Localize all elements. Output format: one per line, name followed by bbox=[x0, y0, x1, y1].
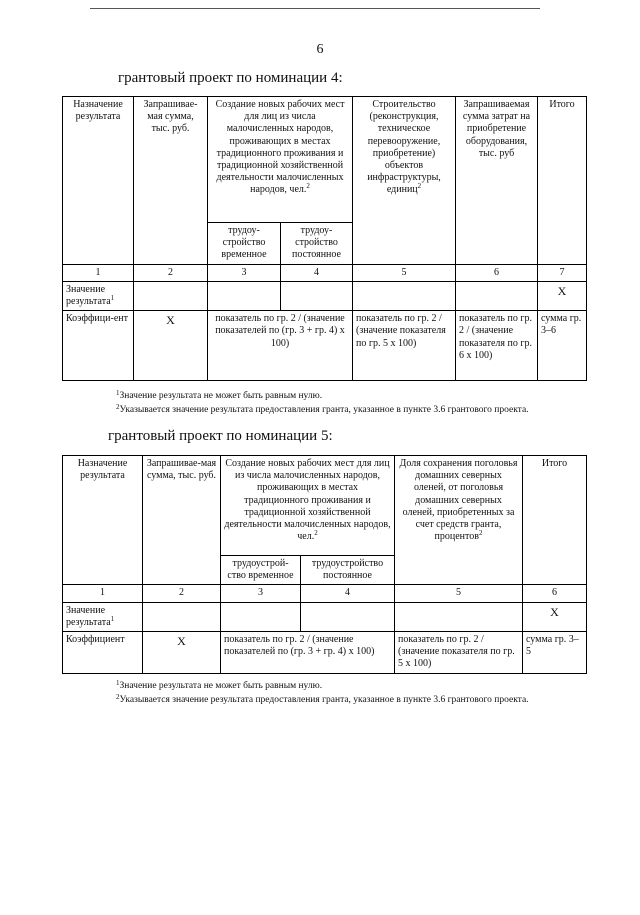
s4-colnum: 6 bbox=[456, 264, 538, 281]
s4-value-cell bbox=[353, 281, 456, 310]
section5-heading: грантовый проект по номинации 5: bbox=[108, 428, 333, 444]
s5-value-cell bbox=[221, 602, 301, 631]
s4-header-jobs-perm: трудоу-стройство постоянное bbox=[281, 223, 353, 265]
s4-value-cell bbox=[456, 281, 538, 310]
footnote: $^2$Указывается значение результата предоставления гранта, указанное в пункте 3.6 грантового проекта. bbox=[116, 692, 529, 705]
footnote: $^1$Значение результата не может быть равным нулю. bbox=[116, 389, 323, 401]
s4-coef-amount: X bbox=[134, 311, 208, 381]
s5-coef-total: сумма гр. 3–5 bbox=[523, 631, 587, 673]
s5-colnum: 4 bbox=[301, 585, 395, 602]
s5-value-label: Значение результата$^1$ bbox=[63, 602, 143, 631]
s4-coef-label: Коэффици-ент bbox=[63, 311, 134, 381]
s5-header-jobs-perm: трудоустройство постоянное bbox=[301, 556, 395, 585]
s4-value-cell bbox=[134, 281, 208, 310]
s4-colnum: 3 bbox=[208, 264, 281, 281]
s5-coef-deer: показатель по гр. 2 / (значение показателя по гр. 5 x 100) bbox=[395, 631, 523, 673]
s4-value-cell bbox=[281, 281, 353, 310]
s5-colnum: 1 bbox=[63, 585, 143, 602]
s4-header-purpose: Назначение результата bbox=[63, 97, 134, 265]
s5-header-amount: Запрашивае-мая сумма, тыс. руб. bbox=[143, 456, 221, 585]
s4-colnum: 5 bbox=[353, 264, 456, 281]
s4-header-jobs: Создание новых рабочих мест для лиц из числа малочисленных народов, проживающих в местах традиционного проживания и традиционной хозяйственной деятельности малочисленных народов, чел.$^2$ bbox=[208, 97, 353, 223]
s4-value-cell bbox=[208, 281, 281, 310]
s5-colnum: 6 bbox=[523, 585, 587, 602]
s5-coef-amount: X bbox=[143, 631, 221, 673]
s5-value-cell bbox=[143, 602, 221, 631]
s5-value-cell bbox=[395, 602, 523, 631]
section4-heading: грантовый проект по номинации 4: bbox=[118, 70, 343, 86]
s5-header-total: Итого bbox=[523, 456, 587, 585]
top-border-line bbox=[90, 8, 540, 9]
s4-colnum: 2 bbox=[134, 264, 208, 281]
s5-colnum: 3 bbox=[221, 585, 301, 602]
s4-colnum: 1 bbox=[63, 264, 134, 281]
s4-coef-total: сумма гр. 3–6 bbox=[538, 311, 587, 381]
section5-table bbox=[62, 455, 587, 674]
footnote: $^2$Указывается значение результата предоставления гранта, указанное в пункте 3.6 грантового проекта. bbox=[116, 402, 529, 415]
s4-coef-construction: показатель по гр. 2 / (значение показателя по гр. 5 x 100) bbox=[353, 311, 456, 381]
s4-header-amount: Запрашивае-мая сумма, тыс. руб. bbox=[134, 97, 208, 265]
s5-value-cell bbox=[301, 602, 395, 631]
s4-coef-equipment: показатель по гр. 2 / (значение показателя по гр. 6 x 100) bbox=[456, 311, 538, 381]
s5-header-jobs: Создание новых рабочих мест для лиц из числа малочисленных народов, проживающих в местах традиционного проживания и традиционной хозяйственной деятельности малочисленных народов, чел.$^2$ bbox=[221, 456, 395, 556]
s5-coef-jobs: показатель по гр. 2 / (значение показателей по (гр. 3 + гр. 4) x 100) bbox=[221, 631, 395, 673]
s5-header-deer: Доля сохранения поголовья домашних северных оленей, от поголовья домашних северных оленей, приобретенных за счет средств гранта, процентов$^2$ bbox=[395, 456, 523, 585]
s5-footnotes bbox=[116, 680, 529, 708]
s4-header-total: Итого bbox=[538, 97, 587, 265]
s4-value-total: X bbox=[538, 281, 587, 310]
footnote: $^1$Значение результата не может быть равным нулю. bbox=[116, 679, 323, 691]
s5-header-purpose: Назначение результата bbox=[63, 456, 143, 585]
section4-table bbox=[62, 96, 587, 381]
s5-value-total: X bbox=[523, 602, 587, 631]
page-number: 6 bbox=[316, 42, 324, 57]
s5-colnum: 2 bbox=[143, 585, 221, 602]
s4-header-jobs-temp: трудоу-стройство временное bbox=[208, 223, 281, 265]
s4-value-label: Значение результата$^1$ bbox=[63, 281, 134, 310]
s4-coef-jobs: показатель по гр. 2 / (значение показателей по (гр. 3 + гр. 4) x 100) bbox=[208, 311, 353, 381]
s5-coef-label: Коэффициент bbox=[63, 631, 143, 673]
s5-header-jobs-temp: трудоустрой-ство временное bbox=[221, 556, 301, 585]
s4-header-equipment: Запрашиваемая сумма затрат на приобретение оборудования, тыс. руб bbox=[456, 97, 538, 265]
s5-colnum: 5 bbox=[395, 585, 523, 602]
s4-colnum: 7 bbox=[538, 264, 587, 281]
s4-header-construction: Строительство (реконструкция, техническое перевооружение, приобретение) объектов инфраструктуры, единиц$^2$ bbox=[353, 97, 456, 265]
s4-footnotes bbox=[116, 390, 529, 418]
s4-colnum: 4 bbox=[281, 264, 353, 281]
